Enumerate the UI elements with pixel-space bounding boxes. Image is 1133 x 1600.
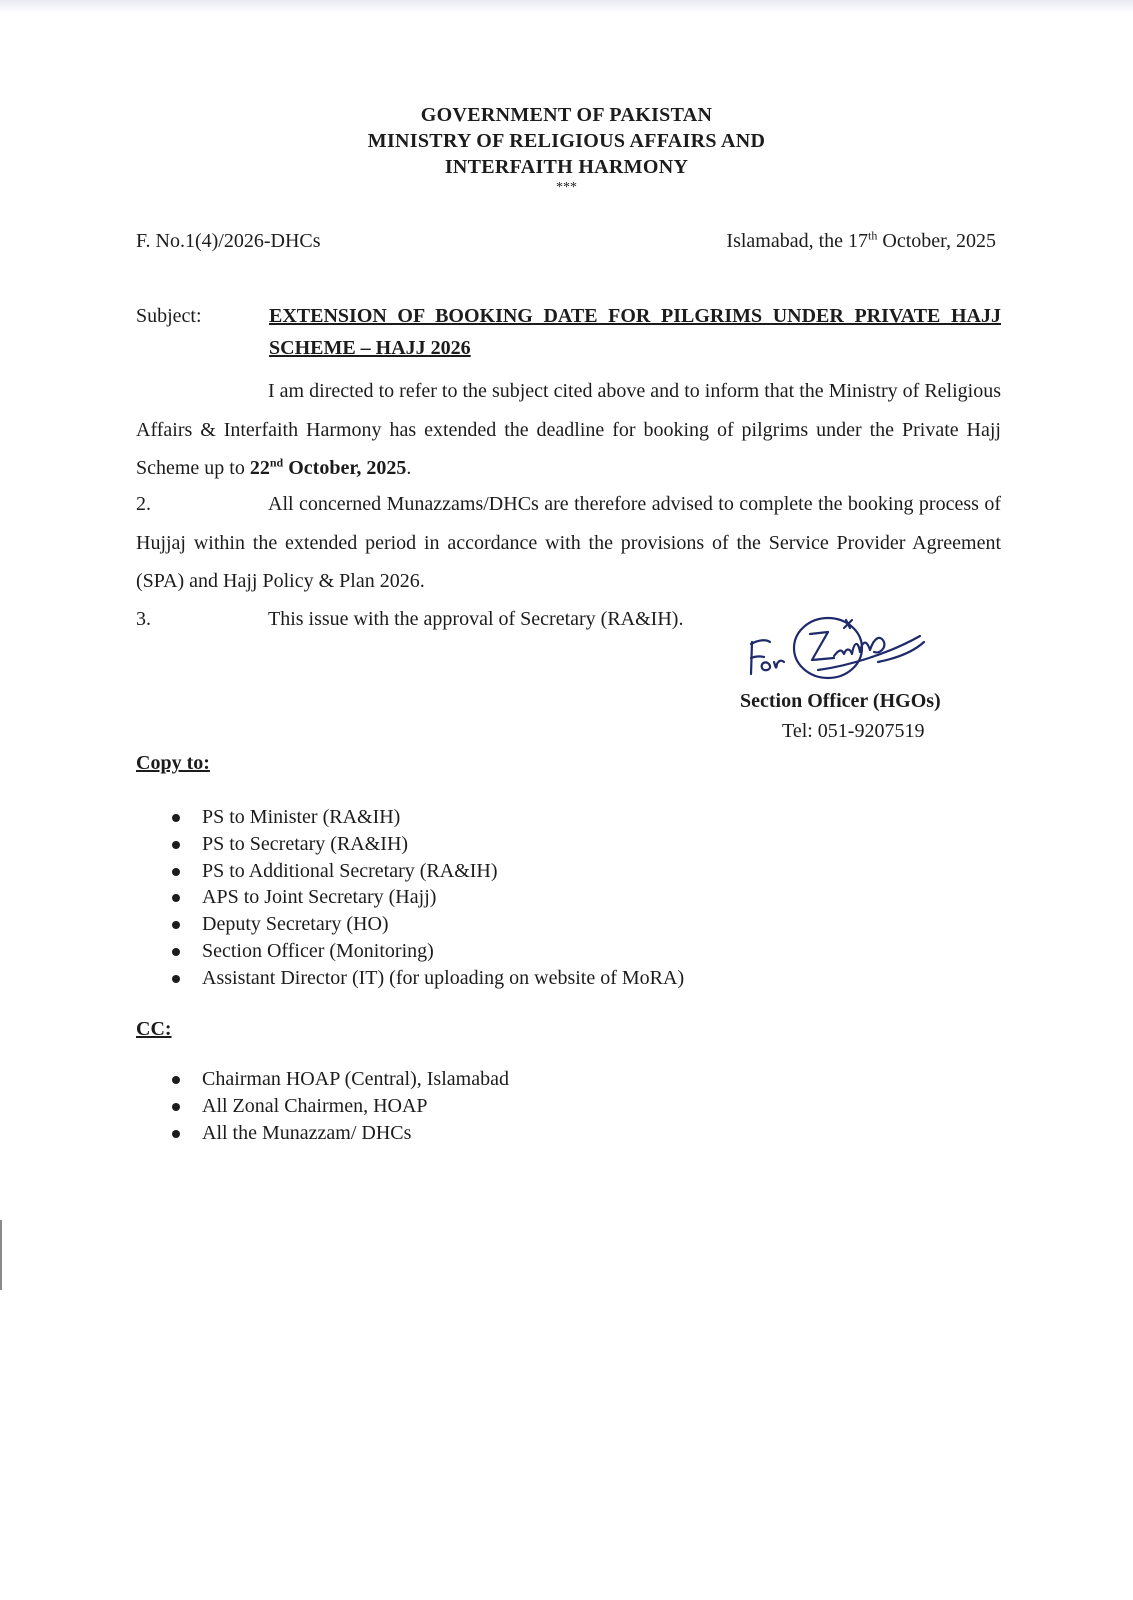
copy-to-recipient: PS to Additional Secretary (RA&IH) xyxy=(202,859,498,882)
issue-date-prefix: Islamabad, the 17 xyxy=(726,230,869,252)
bullet-icon xyxy=(172,1076,180,1084)
file-number: F. No.1(4)/2026-DHCs xyxy=(136,230,321,252)
bullet-icon xyxy=(172,1130,180,1138)
bullet-icon xyxy=(172,894,180,902)
copy-to-recipient: Assistant Director (IT) (for uploading on website of MoRA) xyxy=(202,966,685,989)
scan-edge-top xyxy=(0,0,1133,14)
bullet-icon xyxy=(172,921,180,929)
bullet-icon xyxy=(172,1103,180,1111)
cc-recipient: All Zonal Chairmen, HOAP xyxy=(202,1094,428,1117)
bullet-icon xyxy=(172,814,180,822)
cc-heading: CC: xyxy=(136,1018,172,1040)
deadline-ordinal: nd xyxy=(269,455,284,470)
copy-to-recipient: Section Officer (Monitoring) xyxy=(202,939,434,962)
paragraph-1-end: . xyxy=(406,457,412,479)
copy-to-recipient: PS to Secretary (RA&IH) xyxy=(202,832,409,855)
bullet-icon xyxy=(172,868,180,876)
issue-date-suffix: October, 2025 xyxy=(877,230,996,252)
extended-deadline xyxy=(250,457,407,479)
list-item xyxy=(160,804,684,831)
list-item xyxy=(160,911,684,938)
letterhead-line-2: MINISTRY OF RELIGIOUS AFFAIRS AND xyxy=(367,130,766,152)
paragraph-2 xyxy=(136,485,1001,601)
cc-recipient: All the Munazzam/ DHCs xyxy=(202,1121,412,1144)
copy-to-recipient: Deputy Secretary (HO) xyxy=(202,913,389,936)
list-item xyxy=(160,858,684,885)
handwritten-signature xyxy=(748,612,928,692)
signatory-title: Section Officer (HGOs) xyxy=(740,690,941,712)
paragraph-1-body xyxy=(136,372,1001,488)
list-item xyxy=(160,831,684,858)
copy-to-recipient: PS to Minister (RA&IH) xyxy=(202,806,401,828)
paragraph-2-number: 2. xyxy=(136,493,151,515)
scan-edge-left xyxy=(0,1220,2,1290)
subject-label: Subject: xyxy=(136,305,202,327)
list-item xyxy=(160,1120,509,1147)
bullet-icon xyxy=(172,948,180,956)
signatory-telephone: Tel: 051-9207519 xyxy=(782,720,925,742)
bullet-icon xyxy=(172,975,180,983)
copy-to-heading: Copy to: xyxy=(136,752,210,774)
list-item xyxy=(160,938,684,965)
letterhead-line-3: INTERFAITH HARMONY xyxy=(444,156,689,178)
list-item xyxy=(160,1066,509,1093)
bullet-icon xyxy=(172,841,180,849)
paragraph-3-number: 3. xyxy=(136,608,151,630)
issue-date xyxy=(726,230,996,253)
letterhead-line-1: GOVERNMENT OF PAKISTAN xyxy=(420,104,713,126)
paragraph-3-text: This issue with the approval of Secretary (RA&IH). xyxy=(268,608,684,630)
paragraph-2-text: All concerned Munazzams/DHCs are therefore advised to complete the booking process of Hujjaj within the extended period in accordance with the provisions of the Service Provider Agreement (SPA) and Hajj Policy & Plan 2026. xyxy=(136,493,1001,592)
list-item xyxy=(160,1093,509,1120)
copy-to-recipient: APS to Joint Secretary (Hajj) xyxy=(202,886,437,909)
list-item xyxy=(160,965,684,992)
subject-text: EXTENSION OF BOOKING DATE FOR PILGRIMS UNDER PRIVATE HAJJ SCHEME – HAJJ 2026 xyxy=(269,305,1001,359)
deadline-day: 22 xyxy=(249,457,270,479)
list-item xyxy=(160,884,684,911)
letterhead xyxy=(0,102,1133,180)
paragraph-1-text: I am directed to refer to the subject cited above and to inform that the Ministry of Religious Affairs & Interfaith Harmony has extended the deadline for booking of pilgrims under the Private Hajj Scheme up to xyxy=(136,380,1001,479)
cc-recipient: Chairman HOAP (Central), Islamabad xyxy=(202,1068,509,1090)
deadline-month-year: October, 2025 xyxy=(283,457,407,479)
letterhead-stars: *** xyxy=(556,180,577,195)
copy-to-list xyxy=(160,804,684,992)
issue-date-ordinal: th xyxy=(868,228,878,243)
cc-list xyxy=(160,1066,509,1146)
paragraph-1 xyxy=(136,372,1001,488)
